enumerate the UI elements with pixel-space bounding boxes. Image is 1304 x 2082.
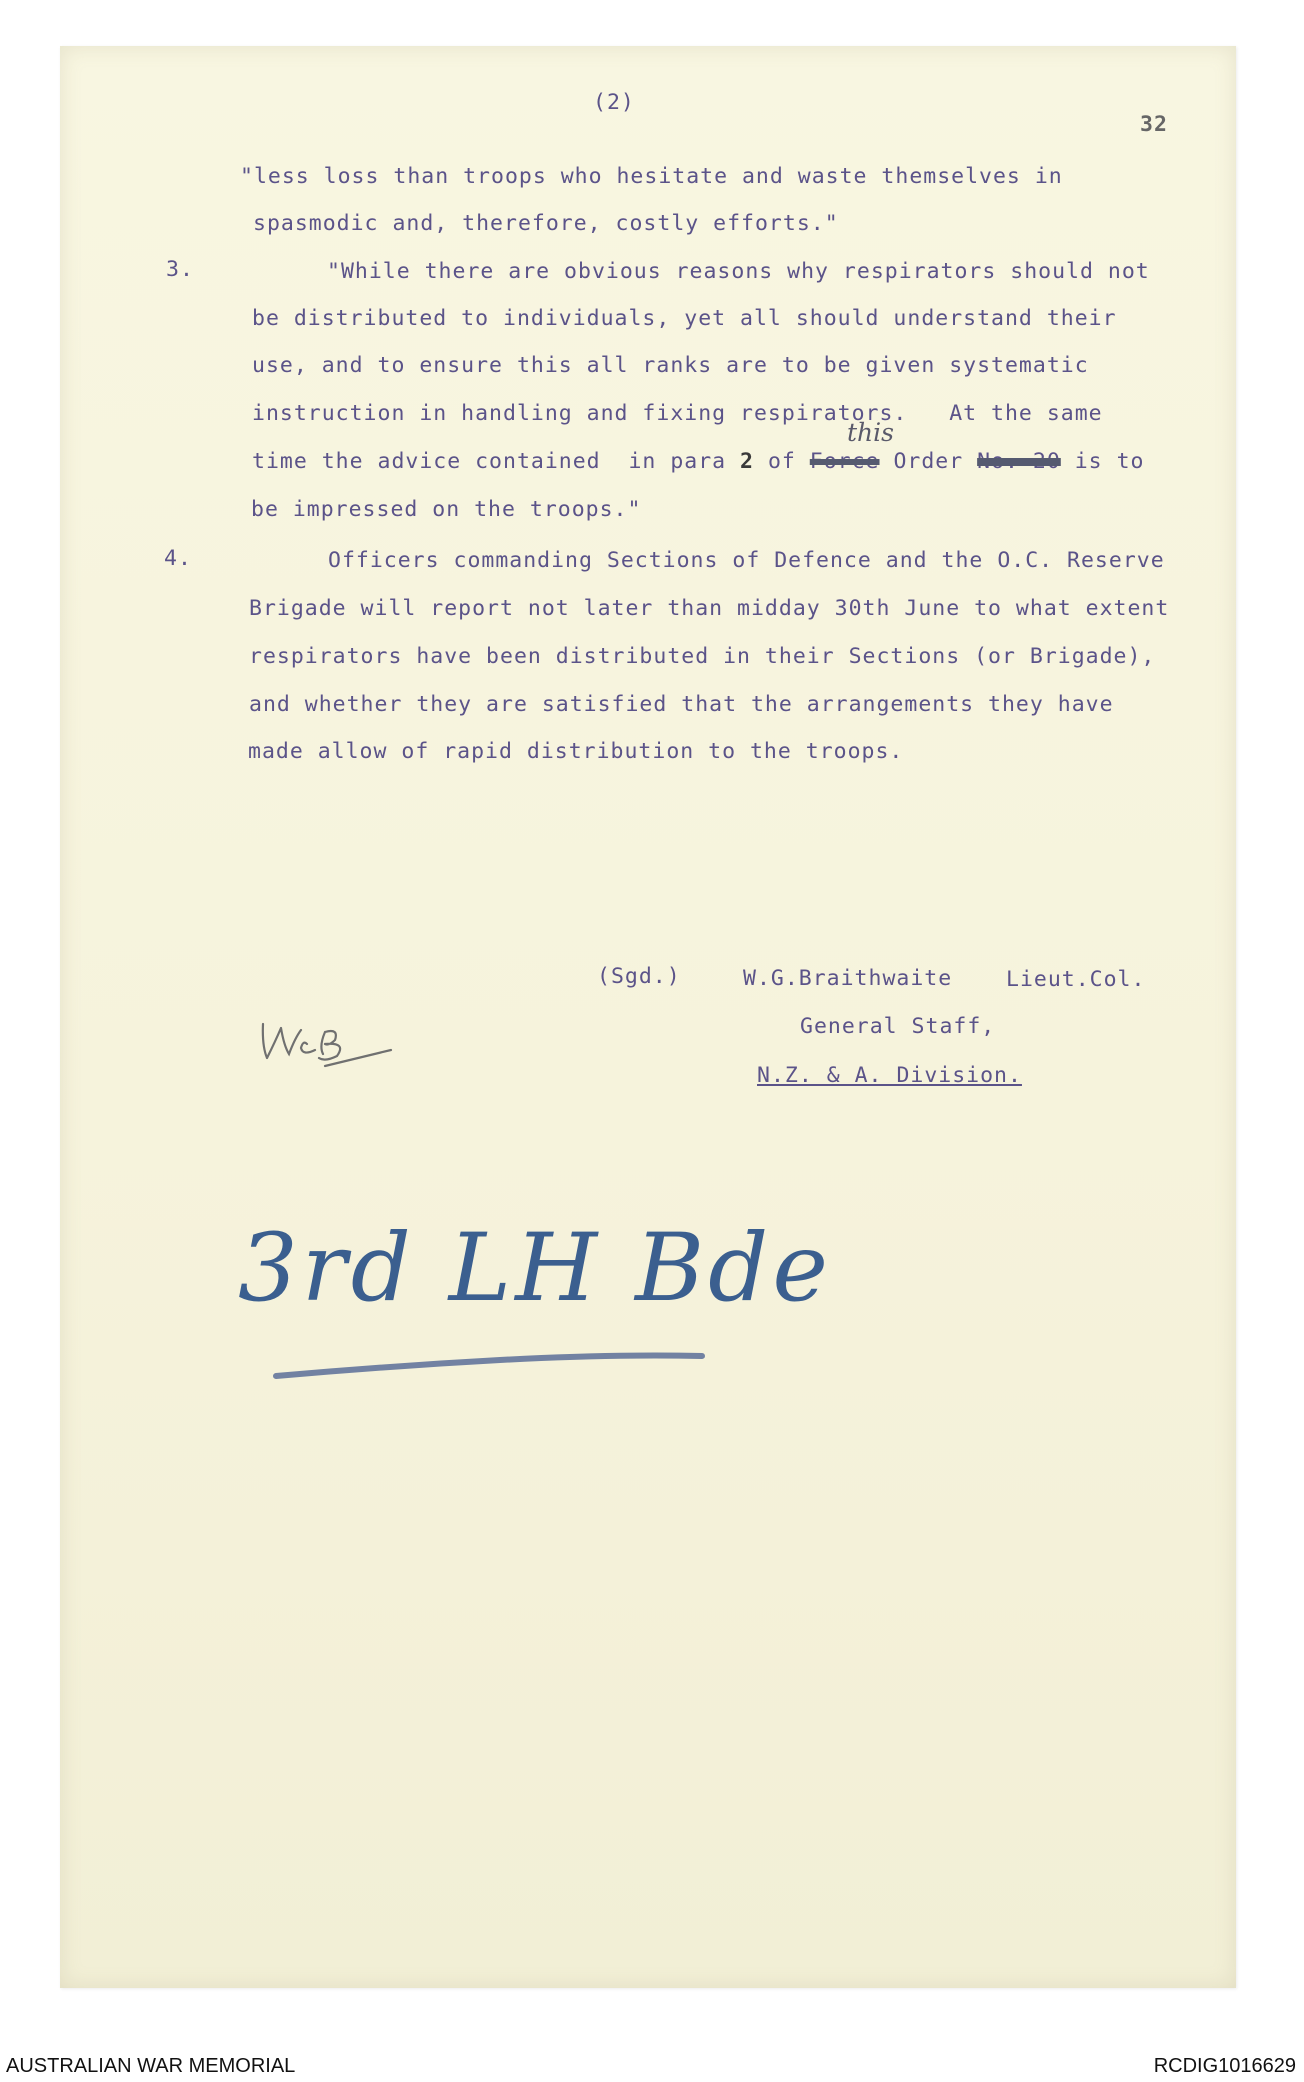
document-page [60, 46, 1236, 1988]
struck-number: No. 20 [977, 449, 1061, 474]
signature-sgd: (Sgd.) [597, 964, 681, 989]
para4-line-2: Brigade will report not later than midday 30th June to what extent [249, 596, 1170, 621]
signature-rank: Lieut.Col. [1006, 967, 1146, 992]
signature-staff: General Staff, [800, 1014, 996, 1039]
handwritten-underline [270, 1346, 710, 1386]
handwritten-insertion: this [847, 418, 894, 447]
folio-number: 32 [1140, 112, 1168, 137]
para3-line-2: be distributed to individuals, yet all should understand their [252, 306, 1117, 331]
quote-line-1: "less loss than troops who hesitate and waste themselves in [240, 164, 1063, 189]
signature-division: N.Z. & A. Division. [757, 1063, 1022, 1088]
handwritten-note: 3rd LH Bde [238, 1214, 832, 1323]
footer-right: RCDIG1016629 [1153, 2055, 1296, 2077]
para3-line-5-of: of [754, 449, 810, 474]
handwritten-initials [255, 1006, 400, 1086]
para4-line-1: Officers commanding Sections of Defence and the O.C. Reserve [328, 548, 1165, 573]
para3-line-3: use, and to ensure this all ranks are to be given systematic [252, 353, 1089, 378]
para3-line-5-start: time the advice contained in para [252, 449, 741, 474]
page-number: (2) [593, 90, 635, 115]
quote-line-2: spasmodic and, therefore, costly efforts." [253, 211, 839, 236]
para-reference: 2 [740, 449, 754, 474]
para3-number: 3. [166, 257, 194, 282]
para3-line-5-order: Order [879, 449, 978, 474]
para4-number: 4. [164, 546, 192, 571]
signature-name: W.G.Braithwaite [743, 966, 953, 991]
para3-line-5 [252, 449, 1144, 474]
footer-left: AUSTRALIAN WAR MEMORIAL [6, 2055, 296, 2077]
para3-line-4: instruction in handling and fixing respirators. At the same [252, 401, 1103, 426]
para4-line-4: and whether they are satisfied that the arrangements they have [249, 692, 1114, 717]
para3-line-1: "While there are obvious reasons why respirators should not [327, 259, 1150, 284]
para4-line-5: made allow of rapid distribution to the troops. [248, 739, 904, 764]
para4-line-3: respirators have been distributed in their Sections (or Brigade), [249, 644, 1156, 669]
para3-line-6: be impressed on the troops." [251, 497, 642, 522]
para3-line-5-end: is to [1060, 449, 1145, 474]
struck-word: Force [809, 449, 880, 474]
